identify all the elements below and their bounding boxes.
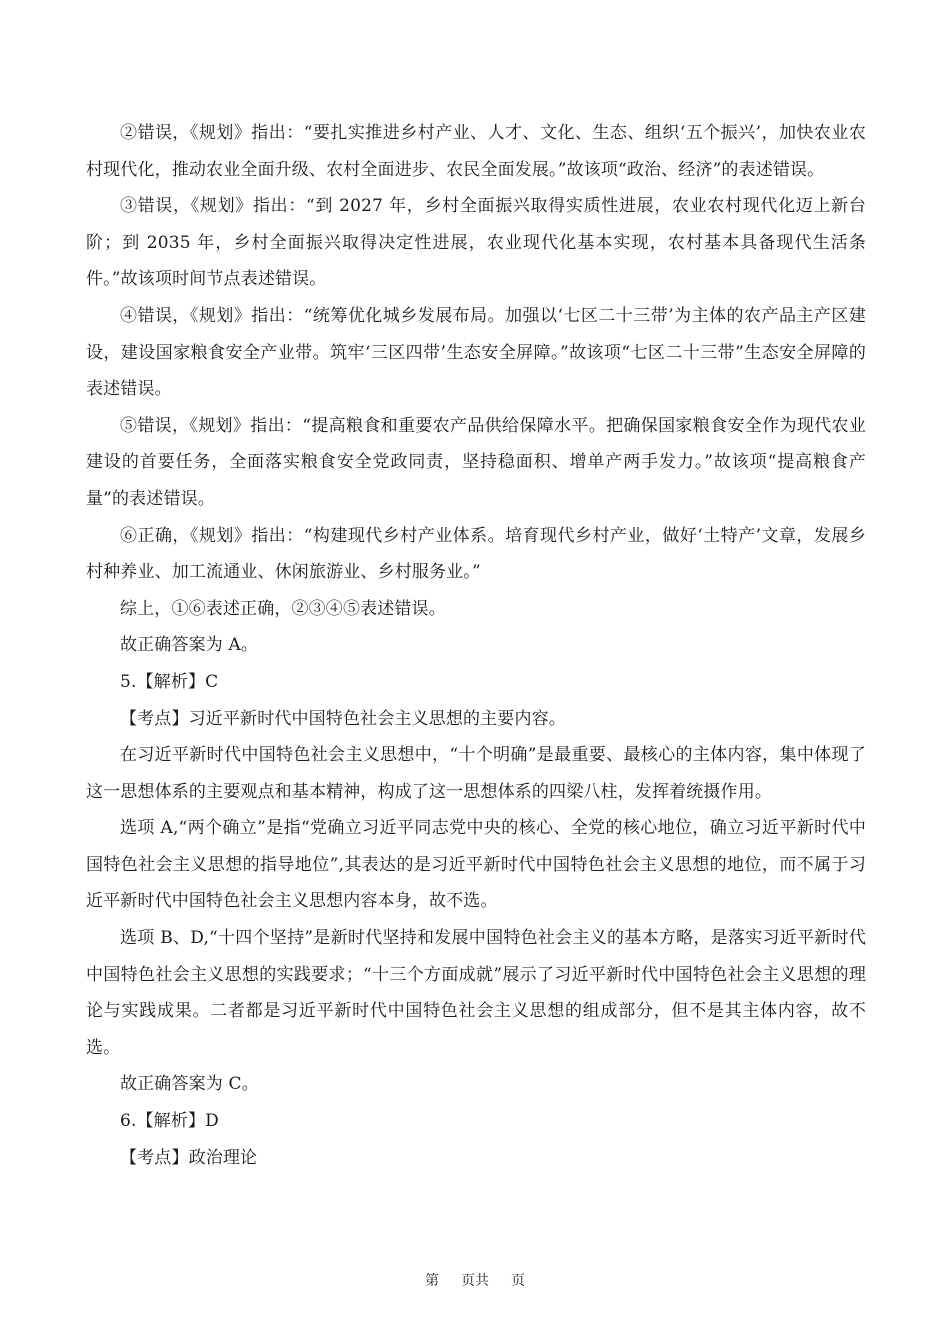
paragraph-q5-explanation: 在习近平新时代中国特色社会主义思想中，“十个明确”是最重要、最核心的主体内容，集中体现了这一思想体系的主要观点和基本精神，构成了这一思想体系的四梁八柱，发挥着统摄作用。 xyxy=(86,745,866,802)
heading-q6-analysis: 6.【解析】D xyxy=(120,1111,219,1132)
paragraph-q5-topic: 【考点】习近平新时代中国特色社会主义思想的主要内容。 xyxy=(120,708,566,729)
paragraph-answer-q4: 故正确答案为 A。 xyxy=(120,635,259,656)
footer-page-label: 第 xyxy=(425,1273,439,1289)
paragraph-option-2: ②错误，《规划》指出：“要扎实推进乡村产业、人才、文化、生态、组织‘五个振兴’，加快农业农村现代化，推动农业全面升级、农村全面进步、农民全面发展。”故该项“政治、经济”的表述错误。 xyxy=(86,123,866,180)
paragraph-option-4: ④错误，《规划》指出：“统筹优化城乡发展布局。加强以‘七区二十三带’为主体的农产品主产区建设，建设国家粮食安全产业带。筑牢‘三区四带’生态安全屏障。”故该项“七区二十三带”生态安全屏障的表述错误。 xyxy=(86,305,867,400)
paragraph-option-5: ⑤错误，《规划》指出：“提高粮食和重要农产品供给保障水平。把确保国家粮食安全作为现代农业建设的首要任务，全面落实粮食安全党政同责，坚持稳面积、增单产两手发力。”故该项“提高粮食产量”的表述错误。 xyxy=(86,415,866,509)
paragraph-q5-option-bd: 选项 B、D,“十四个坚持”是新时代坚持和发展中国特色社会主义的基本方略，是落实习近平新时代中国特色社会主义思想的实践要求；“十三个方面成就”展示了习近平新时代中国特色社会主义思想的理论与实践成果。二者都是习近平新时代中国特色社会主义思想的组成部分，但不是其主体内容，故不选。 xyxy=(86,928,866,1058)
footer-page-end-label: 页 xyxy=(511,1273,525,1289)
paragraph-answer-q5: 故正确答案为 C。 xyxy=(120,1074,259,1095)
paragraph-option-3: ③错误，《规划》指出：“到 2027 年，乡村全面振兴取得实质性进展，农业农村现代化迈上新台阶；到 2035 年，乡村全面振兴取得决定性进展，农业现代化基本实现，农村基本具备现代生活条件。”故该项时间节点表述错误。 xyxy=(86,196,866,290)
paragraph-option-6: ⑥正确，《规划》指出：“构建现代乡村产业体系。培育现代乡村产业，做好‘土特产’文章，发展乡村种养业、加工流通业、休闲旅游业、乡村服务业。” xyxy=(86,525,866,583)
paragraph-summary: 综上，①⑥表述正确，②③④⑤表述错误。 xyxy=(120,598,446,619)
paragraph-q6-topic: 【考点】政治理论 xyxy=(120,1147,258,1168)
page-footer xyxy=(0,1270,950,1290)
heading-q5-analysis: 5.【解析】C xyxy=(120,671,219,692)
paragraph-q5-option-a: 选项 A,“两个确立”是指“党确立习近平同志党中央的核心、全党的核心地位，确立习近平新时代中国特色社会主义思想的指导地位”,其表达的是习近平新时代中国特色社会主义思想的地位，而不属于习近平新时代中国特色社会主义思想内容本身，故不选。 xyxy=(86,818,866,912)
document-body xyxy=(86,115,866,1176)
footer-page-total-label: 页共 xyxy=(461,1273,489,1289)
